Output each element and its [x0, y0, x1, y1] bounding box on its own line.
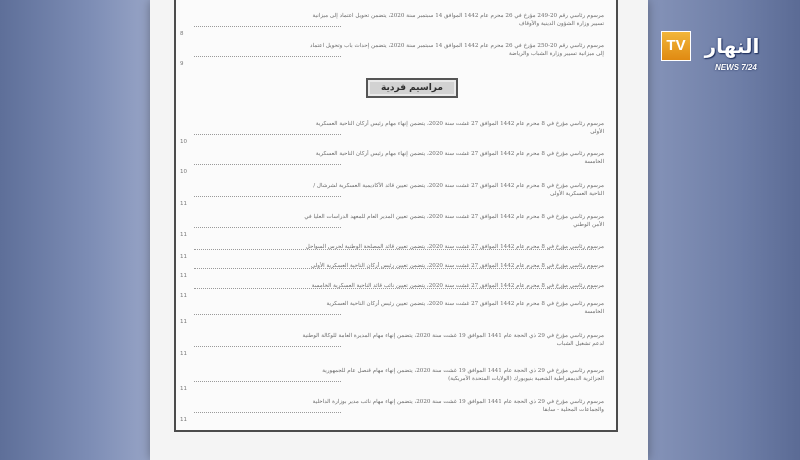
entry-text-line: تسيير وزارة الشؤون الدينية والأوقاف: [518, 21, 604, 27]
entry-text-line: مرسوم رئاسي مؤرخ في 8 محرم عام 1442 الموافق 27 غشت سنة 2020، يتضمن تعيين المدير العام للمعهد الدراسات العليا في: [304, 214, 604, 220]
page-number: 11: [180, 319, 187, 325]
entry-text-line: مرسوم رئاسي مؤرخ في 8 محرم عام 1442 الموافق 27 غشت سنة 2020، يتضمن تعيين قائد الأكاديمية العسكرية لشرشال /: [313, 183, 604, 189]
channel-logo: [661, 31, 773, 79]
background-left: [0, 0, 150, 460]
entry-text-line: مرسوم رئاسي مؤرخ في 8 محرم عام 1442 الموافق 27 غشت سنة 2020، يتضمن تعيين نائب قائد الناحية العسكرية الخامسة: [311, 283, 604, 289]
contents-entry: [180, 120, 604, 145]
document-page: [150, 0, 648, 460]
leader-dots: [194, 164, 341, 165]
entry-text-line: مرسوم رئاسي مؤرخ في 8 محرم عام 1442 الموافق 27 غشت سنة 2020، يتضمن تعيين قائد المصلحة الوطنية لحرس السواحل: [305, 244, 604, 250]
contents-entry: [180, 150, 604, 175]
leader-dots: [194, 134, 341, 135]
leader-dots: [194, 346, 341, 347]
page-number: 8: [180, 31, 184, 37]
entry-text-line: مرسوم رئاسي مؤرخ في 8 محرم عام 1442 الموافق 27 غشت سنة 2020، يتضمن إنهاء مهام رئيس أركان الناحية العسكرية: [315, 121, 604, 127]
leader-dots: [194, 268, 596, 269]
entry-text-line: الناحية العسكرية الأولى: [550, 191, 604, 197]
contents-entry: [180, 282, 604, 299]
entry-text-line: مرسوم رئاسي مؤرخ في 8 محرم عام 1442 الموافق 27 غشت سنة 2020، يتضمن إنهاء مهام رئيس أركان الناحية العسكرية: [315, 151, 604, 157]
leader-dots: [194, 412, 341, 413]
contents-entry: [180, 213, 604, 238]
entry-text-line: الجزائرية الديمقراطية الشعبية بنيويورك (الولايات المتحدة الأمريكية): [448, 376, 604, 382]
leader-dots: [194, 227, 341, 228]
page-number: 9: [180, 61, 184, 67]
page-number: 11: [180, 351, 187, 357]
page-number: 11: [180, 232, 187, 238]
leader-dots: [194, 249, 596, 250]
entry-text-line: لدعم تشغيل الشباب: [556, 341, 604, 347]
entry-text-line: مرسوم رئاسي مؤرخ في 29 ذي الحجة عام 1441 الموافق 19 غشت سنة 2020، يتضمن إنهاء مهام المديرة العامة للوكالة الوطنية: [302, 333, 604, 339]
leader-dots: [194, 56, 341, 57]
contents-entry: [180, 42, 604, 67]
entry-text-line: الأولى: [590, 129, 604, 135]
entry-text-line: الأمن الوطني: [573, 222, 604, 228]
page-number: 11: [180, 417, 187, 423]
contents-entry: [180, 12, 604, 37]
leader-dots: [194, 381, 341, 382]
entry-text-line: إلى ميزانية تسيير وزارة الشباب والرياضة: [509, 51, 604, 57]
contents-entry: [180, 332, 604, 357]
leader-dots: [194, 196, 341, 197]
entry-text-line: الخامسة: [584, 159, 604, 165]
tv-logo-icon: TV: [661, 31, 691, 61]
entry-text-line: مرسوم رئاسي مؤرخ في 29 ذي الحجة عام 1441 الموافق 19 غشت سنة 2020، يتضمن إنهاء مهام نائب مدير بوزارة الداخلية: [312, 399, 604, 405]
entry-text-line: مرسوم رئاسي رقم 20-249 مؤرخ في 26 محرم عام 1442 الموافق 14 سبتمبر سنة 2020، يتضمن تحويل اعتماد إلى ميزانية: [312, 13, 604, 19]
contents-entry: [180, 182, 604, 207]
channel-tagline: NEWS 7/24: [715, 63, 757, 72]
page-number: 10: [180, 139, 187, 145]
leader-dots: [194, 288, 596, 289]
entry-text-line: مرسوم رئاسي مؤرخ في 8 محرم عام 1442 الموافق 27 غشت سنة 2020، يتضمن تعيين رئيس أركان الناحية العسكرية: [326, 301, 604, 307]
entry-text-line: مرسوم رئاسي رقم 20-250 مؤرخ في 26 محرم عام 1442 الموافق 14 سبتمبر سنة 2020، يتضمن إحداث باب وتحويل اعتماد: [310, 43, 604, 49]
section-title: مراسيم فردية: [366, 78, 458, 98]
page-number: 11: [180, 273, 187, 279]
page-number: 11: [180, 254, 187, 260]
document-frame: [174, 0, 618, 432]
leader-dots: [194, 314, 341, 315]
page-number: 10: [180, 169, 187, 175]
contents-entry: [180, 243, 604, 260]
entry-text-line: الخامسة: [584, 309, 604, 315]
page-number: 11: [180, 386, 187, 392]
contents-entry: [180, 262, 604, 279]
contents-entry: [180, 300, 604, 325]
leader-dots: [194, 26, 341, 27]
page-number: 11: [180, 293, 187, 299]
entry-text-line: مرسوم رئاسي مؤرخ في 29 ذي الحجة عام 1441 الموافق 19 غشت سنة 2020، يتضمن إنهاء مهام قنصل عام للجمهورية: [322, 368, 604, 374]
page-number: 11: [180, 201, 187, 207]
entry-text-line: مرسوم رئاسي مؤرخ في 8 محرم عام 1442 الموافق 27 غشت سنة 2020، يتضمن تعيين رئيس أركان الناحية العسكرية الأولى: [310, 263, 604, 269]
entry-text-line: والجماعات المحلية - سابقا: [542, 407, 604, 413]
contents-entry: [180, 398, 604, 423]
contents-entry: [180, 367, 604, 392]
channel-name: النهار: [704, 34, 760, 58]
